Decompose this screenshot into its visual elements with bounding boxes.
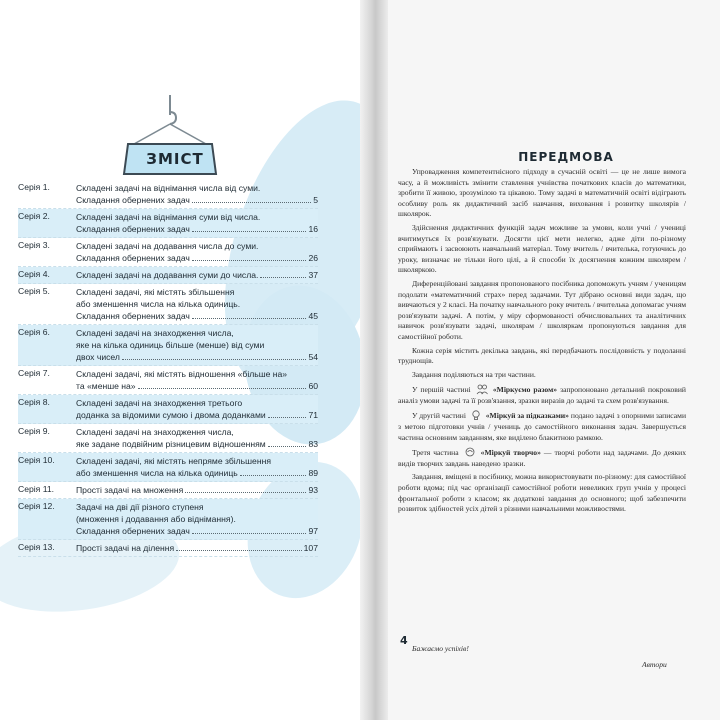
preface-title: ПЕРЕДМОВА	[518, 150, 614, 164]
preface-paragraph: Диференційовані завдання пропонованого посібника допоможуть учням / ученицям подолати «математичний страх» перед задачами. Тут дібрано основні види задач, що вивчаються у 2 класі. На початку навчального року вчитель / вчителька допомагає учням розв'язувати задачі. А потім, у міру сформованості обчислювальних та аналітичних навичок розв'язувати задачі, школярам / школяркам пропонуються завдання для самостійної роботи.	[398, 278, 686, 341]
creative-thinking-icon	[464, 446, 476, 458]
toc-page-number: 97	[308, 526, 318, 536]
preface-paragraph: Завдання поділяються на три частини.	[412, 369, 536, 379]
preface-part3: Третя частина «Міркуй творчо» — творчі роботи над задачами. До деяких видів творчих завдань наведено зразки.	[398, 448, 687, 468]
toc-entry-last-line	[76, 525, 318, 537]
toc-entry-text	[76, 238, 318, 266]
toc-row	[18, 180, 318, 209]
toc-entry-line: Складання обернених задач	[76, 311, 190, 321]
toc-entry-text	[76, 209, 318, 237]
toc-entry-text	[76, 540, 318, 556]
toc-page-number: 26	[308, 253, 318, 263]
toc-entry-line: Складені задачі, які містять непряме збільшення	[76, 456, 271, 466]
toc-row	[18, 453, 318, 482]
toc-page-number: 5	[313, 195, 318, 205]
toc-series-label: Серія 1.	[18, 182, 50, 192]
toc-page-number: 16	[308, 224, 318, 234]
toc-entry-last-line	[76, 542, 318, 554]
authors-signature: Автори	[642, 660, 667, 669]
toc-series-label: Серія 12.	[18, 501, 55, 511]
toc-entry-line: доданка за відомими сумою і двома доданками	[76, 410, 266, 420]
toc-entry-last-line	[76, 467, 318, 479]
toc-dot-leader	[122, 359, 307, 360]
toc-entry-line: Задачі на дві дії різного ступеня	[76, 502, 204, 512]
toc-page-number: 37	[308, 270, 318, 280]
toc-entry-line: Складені задачі на віднімання числа від суми.	[76, 183, 261, 193]
toc-title: ЗМІСТ	[146, 150, 204, 168]
toc-entry-last-line	[76, 310, 318, 322]
preface-part2: У другій частині «Міркуй за підказками» подано задачі з опорними записами з метою підготовки учнів / учениць до самостійного виконання задач. Завершується частина основним завданням, яке виділено блакитною рамкою.	[398, 411, 687, 442]
toc-entry-line: Складені задачі на додавання числа до суми.	[76, 241, 259, 251]
preface-part1: У першій частині «Міркуємо разом» запропоновано детальний покроковий аналіз умови задачі та її розв'язання, зразки виразів до задачі та схем розв'язування.	[398, 385, 686, 405]
toc-entry-line: Складені задачі на знаходження числа,	[76, 427, 234, 437]
toc-entry-text	[76, 180, 318, 208]
toc-entry-last-line	[76, 438, 318, 450]
toc-row	[18, 499, 318, 540]
toc-row	[18, 395, 318, 424]
toc-entry-last-line	[76, 269, 318, 281]
toc-entry-line: яке на кілька одиниць більше (менше) від суми	[76, 340, 265, 350]
toc-row	[18, 284, 318, 325]
toc-entry-line: Прості задачі на ділення	[76, 543, 175, 553]
toc-entry-line: або зменшення числа на кілька одиниць	[76, 468, 238, 478]
preface-paragraph: Здійснення дидактичних функцій задач можливе за умови, коли учні / учениці вчитимуться їх розв'язувати. Досягти цієї мети нелегко, адже діти по-різному сприймають і засвоюють навчальний матеріал. Тому вчитель / вчителька, готуючись до уроку, визначає не тільки його цілі, а й способи їх досягнення кожним школярем / школяркою.	[398, 222, 686, 275]
preface-paragraph: Кожна серія містить декілька завдань, які передбачають послідовність у подоланні труднощів.	[398, 345, 686, 366]
toc-row	[18, 366, 318, 395]
toc-entry-text	[76, 267, 318, 283]
table-of-contents	[18, 180, 318, 557]
toc-entry-text	[76, 453, 318, 481]
toc-entry-line: Складені задачі на знаходження третього	[76, 398, 243, 408]
toc-entry-line: Прості задачі на множення	[76, 485, 184, 495]
toc-entry-last-line	[76, 252, 318, 264]
toc-dot-leader	[192, 260, 307, 261]
toc-series-label: Серія 8.	[18, 397, 50, 407]
page-number: 4	[400, 634, 408, 647]
toc-row	[18, 267, 318, 284]
toc-dot-leader	[268, 446, 307, 447]
toc-page-number: 89	[308, 468, 318, 478]
toc-series-label: Серія 10.	[18, 455, 55, 465]
book-spine	[360, 0, 388, 720]
toc-entry-line: або зменшення числа на кілька одиниць.	[76, 299, 241, 309]
toc-page-number: 60	[308, 381, 318, 391]
group-thinking-icon	[476, 383, 488, 395]
toc-entry-text	[76, 366, 318, 394]
toc-page-number: 71	[308, 410, 318, 420]
preface-body	[398, 167, 686, 518]
toc-entry-last-line	[76, 194, 318, 206]
toc-row	[18, 482, 318, 499]
toc-entry-last-line	[76, 409, 318, 421]
toc-dot-leader	[268, 417, 307, 418]
toc-entry-last-line	[76, 223, 318, 235]
toc-entry-line: та «менше на»	[76, 381, 136, 391]
toc-entry-line: Складені задачі на знаходження числа,	[76, 328, 234, 338]
toc-series-label: Серія 6.	[18, 327, 50, 337]
toc-series-label: Серія 9.	[18, 426, 50, 436]
toc-series-label: Серія 7.	[18, 368, 50, 378]
toc-entry-text	[76, 499, 318, 539]
toc-entry-last-line	[76, 380, 318, 392]
preface-paragraph: Завдання, вміщені в посібнику, можна використовувати по-різному: для самостійної роботи вдома; під час організації самостійної роботи невеликих груп учнів у процесі фронтальної роботи з класом; як додаткові завдання до основного; щоб забезпечити розвиток здібностей усіх дітей з різними навчальними можливостями.	[398, 472, 686, 514]
toc-dot-leader	[185, 492, 306, 493]
toc-entry-text	[76, 482, 318, 498]
toc-entry-line: Складені задачі на віднімання суми від числа.	[76, 212, 261, 222]
toc-row	[18, 209, 318, 238]
toc-row	[18, 325, 318, 366]
toc-entry-line: Складені задачі, які містять відношення «більше на»	[76, 369, 288, 379]
toc-page-number: 107	[303, 543, 318, 553]
toc-dot-leader	[192, 231, 307, 232]
toc-entry-line: яке задане подвійним різницевим відношенням	[76, 439, 266, 449]
toc-series-label: Серія 5.	[18, 286, 50, 296]
toc-entry-last-line	[76, 484, 318, 496]
toc-entry-line: Складання обернених задач	[76, 195, 190, 205]
toc-page-number: 93	[308, 485, 318, 495]
toc-entry-line: Складання обернених задач	[76, 253, 190, 263]
wish-text: Бажаємо успіхів!	[412, 644, 469, 653]
preface-paragraph: Упровадження компетентнісного підходу в сучасній освіті — це не лише вимога часу, а й можливість змінити ставлення учнівства початкових класів до математики, зробити її живою, зрозумілою та цікавою. Тому задачі в математичній освіті відіграють особливу роль як дидактичний засіб навчання, виховання і розвитку школярів / школярок.	[398, 167, 686, 219]
toc-series-label: Серія 13.	[18, 542, 55, 552]
toc-entry-line: Складені задачі, які містять збільшення	[76, 287, 235, 297]
toc-entry-text	[76, 424, 318, 452]
toc-entry-line: Складання обернених задач	[76, 224, 190, 234]
toc-row	[18, 238, 318, 267]
toc-dot-leader	[192, 533, 307, 534]
toc-entry-text	[76, 284, 318, 324]
toc-entry-last-line	[76, 351, 318, 363]
toc-row	[18, 540, 318, 557]
toc-row	[18, 424, 318, 453]
toc-page-number: 54	[308, 352, 318, 362]
toc-entry-line: Складання обернених задач	[76, 526, 190, 536]
toc-series-label: Серія 2.	[18, 211, 50, 221]
toc-page-number: 45	[308, 311, 318, 321]
toc-entry-line: двох чисел	[76, 352, 120, 362]
toc-dot-leader	[260, 277, 306, 278]
hanging-sign-icon	[120, 110, 220, 180]
toc-dot-leader	[192, 318, 307, 319]
toc-entry-line: Складені задачі на додавання суми до числа.	[76, 270, 259, 280]
toc-entry-line: (множення і додавання або віднімання).	[76, 514, 236, 524]
toc-series-label: Серія 11.	[18, 484, 55, 494]
toc-dot-leader	[192, 202, 311, 203]
toc-entry-text	[76, 325, 318, 365]
toc-series-label: Серія 3.	[18, 240, 50, 250]
toc-series-label: Серія 4.	[18, 269, 50, 279]
lightbulb-icon	[470, 409, 482, 421]
toc-dot-leader	[138, 388, 307, 389]
toc-dot-leader	[176, 550, 302, 551]
toc-dot-leader	[240, 475, 307, 476]
toc-page-number: 83	[308, 439, 318, 449]
toc-entry-text	[76, 395, 318, 423]
